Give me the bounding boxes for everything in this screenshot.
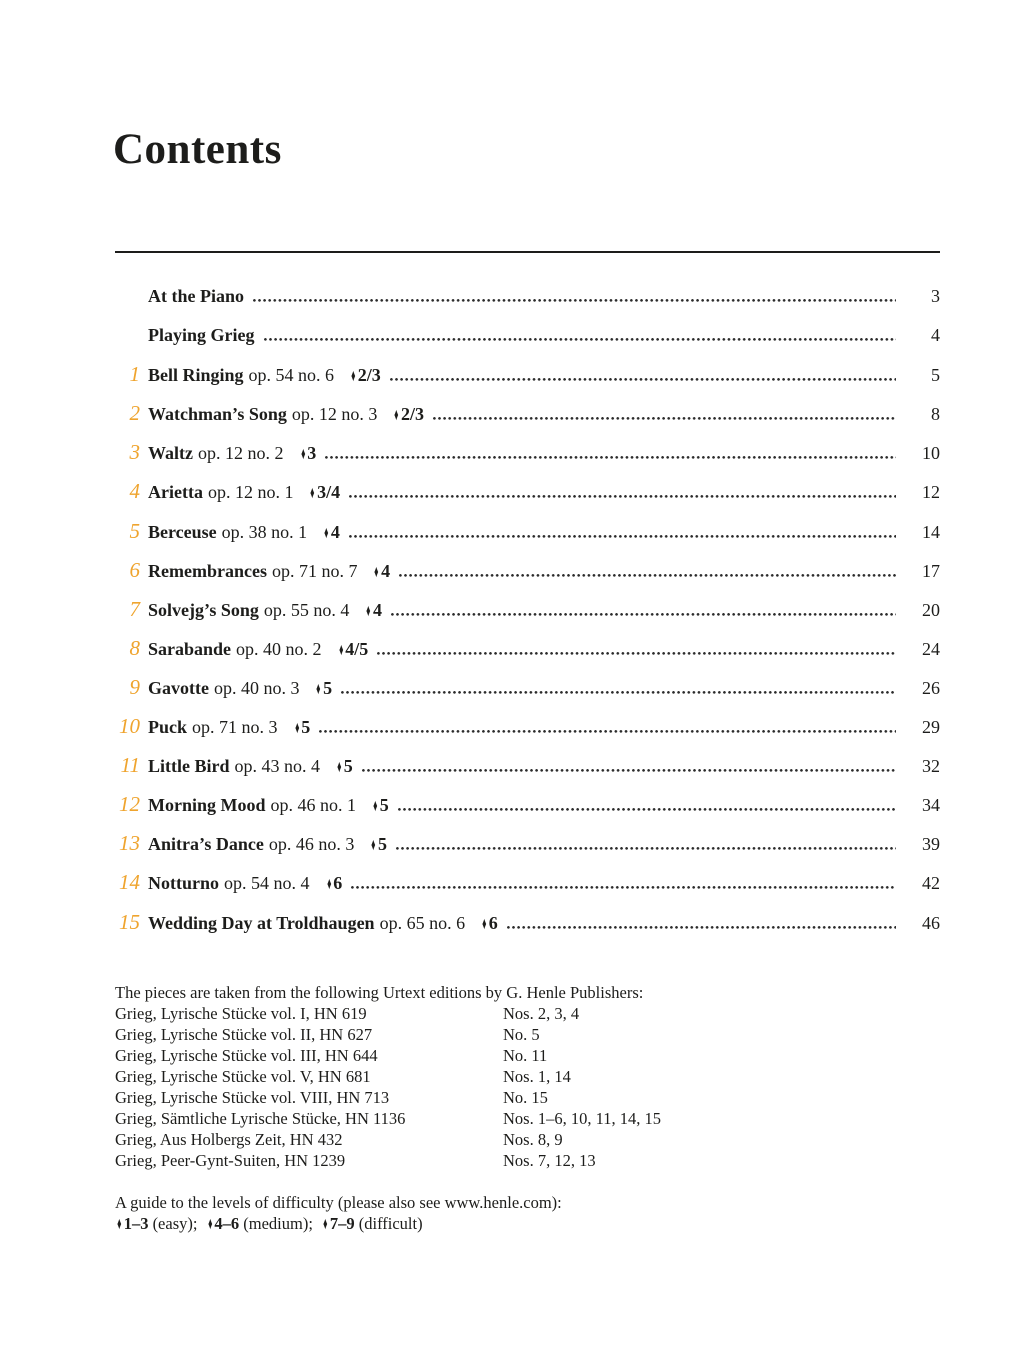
- toc-dotted-leader: [351, 886, 896, 889]
- toc-entry-difficulty: [299, 443, 317, 463]
- difficulty-label: (easy);: [148, 1214, 202, 1233]
- toc-page-number: 34: [922, 795, 940, 816]
- toc-entry-text: [148, 630, 368, 669]
- toc-row: [115, 512, 940, 551]
- toc-row: [115, 472, 940, 511]
- toc-page-number: 14: [922, 521, 940, 542]
- difficulty-value: 5: [343, 756, 353, 777]
- toc-entry-difficulty: [364, 600, 382, 620]
- toc-entry-opus: op. 55 no. 4: [263, 599, 350, 620]
- toc-entry-difficulty: [372, 561, 390, 581]
- difficulty-guide-intro: A guide to the levels of difficulty (please also see www.henle.com):: [115, 1193, 562, 1212]
- difficulty-label: (medium);: [239, 1214, 318, 1233]
- toc-dotted-leader: [398, 808, 896, 811]
- difficulty-diamond-icon: ♦: [294, 718, 300, 738]
- toc-row: [115, 316, 940, 355]
- toc-entry-text: [148, 864, 342, 903]
- toc-dotted-leader: [253, 299, 896, 302]
- toc-dotted-leader: [325, 456, 896, 459]
- toc-entry-text: [148, 591, 382, 630]
- difficulty-value: 4/5: [345, 638, 369, 659]
- difficulty-diamond-icon: ♦: [324, 522, 329, 542]
- toc-page-number: 10: [922, 443, 940, 464]
- toc-entry-title: Gavotte: [148, 677, 209, 698]
- difficulty-diamond-icon: ♦: [373, 796, 378, 816]
- toc-entry-opus: op. 12 no. 2: [198, 443, 284, 464]
- toc-entry-opus: op. 38 no. 1: [221, 521, 308, 542]
- toc-row: [115, 668, 940, 707]
- sources-intro: The pieces are taken from the following Urtext editions by G. Henle Publishers:: [115, 983, 644, 1002]
- toc-entry-difficulty: [325, 873, 343, 893]
- difficulty-diamond-icon: ♦: [316, 678, 321, 698]
- toc-entry-title: Little Bird: [148, 756, 230, 777]
- toc-entry-number: 10: [119, 714, 140, 739]
- source-numbers: Nos. 8, 9: [503, 1130, 563, 1149]
- toc-entry-number: 5: [129, 518, 140, 543]
- toc-entry-title: Watchman’s Song: [148, 404, 287, 425]
- toc-entry-text: [148, 904, 498, 943]
- sources-table: [115, 1003, 815, 1171]
- toc-list: [115, 277, 940, 942]
- source-edition: Grieg, Aus Holbergs Zeit, HN 432: [115, 1130, 343, 1149]
- difficulty-label: (difficult): [354, 1214, 423, 1233]
- toc-entry-number: 7: [129, 596, 140, 621]
- toc-page-number: 26: [922, 677, 940, 698]
- toc-dotted-leader: [377, 652, 896, 655]
- toc-entry-difficulty: [371, 795, 389, 815]
- difficulty-range: 1–3: [123, 1214, 149, 1233]
- toc-entry-number: 15: [119, 909, 140, 934]
- toc-entry-text: [148, 434, 316, 473]
- toc-entry-opus: op. 46 no. 3: [268, 834, 355, 855]
- toc-row: [115, 903, 940, 942]
- toc-dotted-leader: [507, 926, 896, 929]
- toc-entry-opus: op. 54 no. 6: [248, 365, 335, 386]
- source-numbers: Nos. 2, 3, 4: [503, 1004, 580, 1023]
- difficulty-diamond-icon: ♦: [366, 600, 371, 620]
- toc-row: [115, 551, 940, 590]
- toc-dotted-leader: [399, 574, 896, 577]
- toc-page-number: 12: [922, 482, 940, 503]
- difficulty-diamond-icon: ♦: [351, 366, 356, 386]
- toc-page-number: 20: [922, 599, 940, 620]
- toc-dotted-leader: [362, 769, 896, 772]
- toc-entry-number: 6: [129, 557, 140, 582]
- difficulty-diamond-icon: ♦: [117, 1214, 122, 1233]
- toc-dotted-leader: [433, 417, 896, 420]
- toc-entry-opus: op. 71 no. 3: [192, 717, 278, 738]
- difficulty-range-bold: [206, 1214, 239, 1233]
- toc-entry-opus: op. 40 no. 2: [236, 638, 322, 659]
- difficulty-value: 5: [323, 677, 333, 698]
- toc-page-number: 3: [931, 286, 940, 306]
- toc-entry-text: [148, 316, 255, 355]
- source-edition: Grieg, Lyrische Stücke vol. II, HN 627: [115, 1025, 373, 1044]
- difficulty-diamond-icon: ♦: [207, 1214, 213, 1233]
- toc-entry-number: 2: [129, 401, 140, 426]
- difficulty-value: 2/3: [357, 365, 381, 386]
- toc-row: [115, 824, 940, 863]
- toc-entry-title: Wedding Day at Troldhaugen: [148, 912, 375, 933]
- toc-entry-title: Remembrances: [148, 560, 267, 581]
- sources-section: [115, 982, 815, 1171]
- difficulty-value: 4: [373, 599, 383, 620]
- toc-row: [115, 785, 940, 824]
- difficulty-range-bold: [321, 1214, 354, 1233]
- difficulty-guide-item: [321, 1214, 422, 1233]
- toc-page-number: 24: [922, 638, 940, 659]
- difficulty-value: 6: [333, 873, 343, 894]
- toc-page-number: 29: [922, 717, 940, 738]
- toc-entry-title: Puck: [148, 717, 188, 738]
- toc-entry-difficulty: [480, 913, 498, 933]
- difficulty-value: 5: [379, 795, 389, 816]
- toc-entry-difficulty: [337, 639, 369, 659]
- difficulty-diamond-icon: ♦: [482, 913, 487, 933]
- difficulty-range: 7–9: [329, 1214, 355, 1233]
- toc-page-number: 46: [922, 912, 940, 933]
- source-edition: Grieg, Peer-Gynt-Suiten, HN 1239: [115, 1151, 346, 1170]
- source-numbers: No. 15: [503, 1088, 548, 1107]
- toc-dotted-leader: [396, 847, 896, 850]
- toc-entry-text: [148, 825, 387, 864]
- toc-entry-opus: op. 46 no. 1: [270, 795, 357, 816]
- toc-entry-opus: op. 71 no. 7: [271, 560, 358, 581]
- toc-entry-title: Anitra’s Dance: [148, 834, 264, 855]
- toc-entry-title: Arietta: [148, 482, 203, 503]
- difficulty-guide-item: [115, 1214, 202, 1233]
- toc-row: [115, 746, 940, 785]
- toc-entry-number: 8: [129, 635, 140, 660]
- toc-entry-opus: op. 43 no. 4: [234, 756, 320, 777]
- toc-row: [115, 394, 940, 433]
- source-numbers: Nos. 1, 14: [503, 1067, 571, 1086]
- toc-entry-number: 13: [119, 831, 140, 856]
- toc-entry-title: Sarabande: [148, 638, 232, 659]
- toc-entry-text: [148, 395, 424, 434]
- difficulty-value: 4: [330, 521, 340, 542]
- toc-row: [115, 707, 940, 746]
- difficulty-diamond-icon: ♦: [374, 561, 379, 581]
- page-title: Contents: [113, 126, 282, 173]
- toc-entry-text: [148, 747, 353, 786]
- difficulty-diamond-icon: ♦: [300, 444, 306, 464]
- toc-entry-text: [148, 669, 332, 708]
- source-edition: Grieg, Lyrische Stücke vol. III, HN 644: [115, 1046, 378, 1065]
- toc-entry-difficulty: [349, 365, 381, 385]
- difficulty-diamond-icon: ♦: [338, 639, 344, 659]
- source-edition: Grieg, Sämtliche Lyrische Stücke, HN 1136: [115, 1109, 406, 1128]
- toc-entry-number: 14: [119, 870, 140, 895]
- toc-row: [115, 433, 940, 472]
- toc-entry-text: [148, 277, 244, 316]
- toc-entry-opus: op. 54 no. 4: [224, 873, 310, 894]
- difficulty-diamond-icon: ♦: [326, 874, 332, 894]
- toc-entry-text: [148, 708, 310, 747]
- difficulty-guide: [115, 1192, 815, 1234]
- toc-entry-opus: op. 65 no. 6: [379, 912, 466, 933]
- toc-entry-text: [148, 552, 390, 591]
- source-numbers: No. 5: [503, 1025, 540, 1044]
- toc-entry-number: 12: [119, 792, 140, 817]
- toc-entry-difficulty: [369, 834, 387, 854]
- toc-row: [115, 277, 940, 316]
- toc-dotted-leader: [341, 691, 896, 694]
- toc-entry-number: 4: [129, 479, 140, 504]
- toc-entry-number: 9: [129, 674, 140, 699]
- toc-dotted-leader: [264, 338, 897, 341]
- toc-entry-number: 11: [120, 753, 140, 778]
- title-divider: [115, 251, 940, 253]
- toc-page-number: 42: [922, 873, 940, 894]
- difficulty-value: 3/4: [317, 482, 341, 503]
- toc-dotted-leader: [390, 378, 896, 381]
- source-edition: Grieg, Lyrische Stücke vol. I, HN 619: [115, 1004, 367, 1023]
- toc-entry-text: [148, 786, 389, 825]
- difficulty-value: 3: [307, 443, 317, 464]
- difficulty-diamond-icon: ♦: [337, 757, 342, 777]
- toc-entry-opus: op. 12 no. 3: [291, 404, 378, 425]
- difficulty-value: 2/3: [401, 404, 425, 425]
- toc-entry-number: 1: [129, 362, 140, 387]
- toc-entry-opus: op. 12 no. 1: [207, 482, 294, 503]
- toc-entry-title: Playing Grieg: [148, 325, 255, 346]
- source-edition: Grieg, Lyrische Stücke vol. VIII, HN 713: [115, 1088, 390, 1107]
- source-numbers: Nos. 1–6, 10, 11, 14, 15: [503, 1109, 661, 1128]
- toc-page-number: 32: [922, 756, 940, 777]
- difficulty-range: 4–6: [214, 1214, 240, 1233]
- toc-page-number: 5: [931, 365, 940, 386]
- toc-entry-difficulty: [293, 717, 311, 737]
- toc-entry-opus: op. 40 no. 3: [213, 677, 300, 698]
- toc-row: [115, 590, 940, 629]
- toc-row: [115, 863, 940, 902]
- toc-entry-text: [148, 513, 340, 552]
- difficulty-value: 4: [381, 560, 391, 581]
- toc-entry-title: Morning Mood: [148, 795, 266, 816]
- toc-page-number: 8: [931, 404, 940, 425]
- toc-dotted-leader: [319, 730, 896, 733]
- toc-entry-text: [148, 356, 381, 395]
- difficulty-value: 5: [301, 717, 311, 738]
- difficulty-diamond-icon: ♦: [323, 1214, 328, 1233]
- toc-dotted-leader: [349, 535, 896, 538]
- toc-entry-difficulty: [335, 756, 353, 776]
- toc-entry-difficulty: [308, 482, 340, 502]
- toc-entry-difficulty: [392, 404, 424, 424]
- toc-entry-title: Waltz: [148, 443, 193, 464]
- toc-page-number: 4: [931, 325, 940, 346]
- source-numbers: No. 11: [503, 1046, 548, 1065]
- difficulty-diamond-icon: ♦: [371, 835, 376, 855]
- difficulty-value: 6: [488, 912, 498, 933]
- difficulty-diamond-icon: ♦: [310, 483, 315, 503]
- toc-entry-title: At the Piano: [148, 286, 244, 306]
- toc-dotted-leader: [391, 613, 896, 616]
- toc-entry-difficulty: [314, 678, 332, 698]
- toc-entry-title: Berceuse: [148, 521, 217, 542]
- toc-entry-difficulty: [322, 522, 340, 542]
- source-numbers: Nos. 7, 12, 13: [503, 1151, 596, 1170]
- toc-entry-title: Bell Ringing: [148, 365, 244, 386]
- toc-page-number: 39: [922, 834, 940, 855]
- difficulty-diamond-icon: ♦: [394, 405, 399, 425]
- toc-entry-text: [148, 473, 340, 512]
- toc-page-number: 17: [922, 560, 940, 581]
- toc-entry-title: Notturno: [148, 873, 219, 894]
- difficulty-guide-item: [206, 1214, 317, 1233]
- difficulty-guide-line: [115, 1213, 815, 1234]
- toc-row: [115, 355, 940, 394]
- toc-entry-title: Solvejg’s Song: [148, 599, 259, 620]
- source-edition: Grieg, Lyrische Stücke vol. V, HN 681: [115, 1067, 371, 1086]
- difficulty-range-bold: [115, 1214, 148, 1233]
- toc-dotted-leader: [349, 495, 896, 498]
- toc-row: [115, 629, 940, 668]
- difficulty-value: 5: [378, 834, 388, 855]
- toc-entry-number: 3: [129, 440, 140, 465]
